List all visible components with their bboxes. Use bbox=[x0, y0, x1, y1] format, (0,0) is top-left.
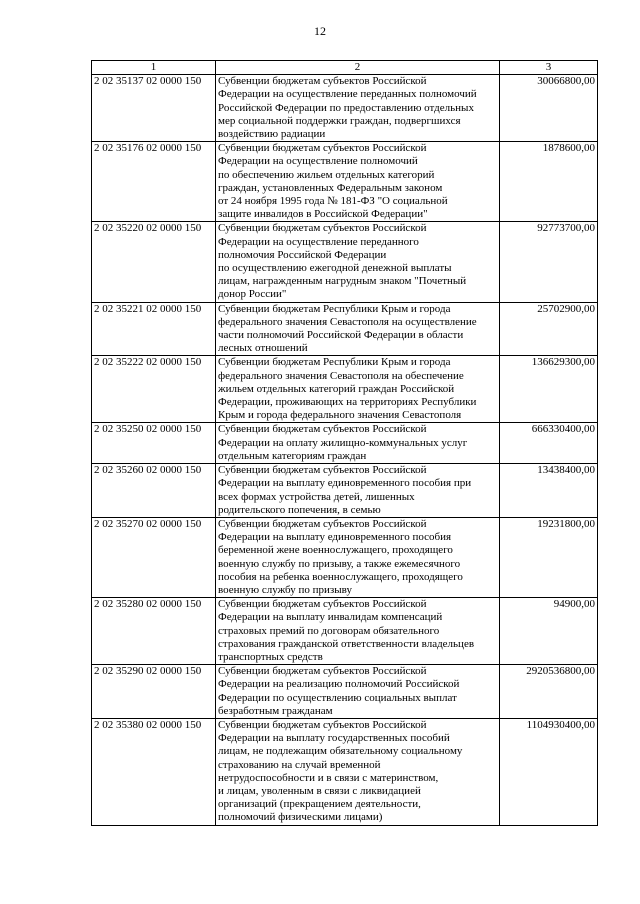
description-line: Федерации на выплату единовременного пособия bbox=[218, 531, 452, 544]
description-line: Российской Федерации по предоставлению отдельных bbox=[218, 101, 474, 114]
header-col-description: 2 bbox=[216, 61, 500, 75]
description-line: страхованию на случай временной bbox=[218, 758, 381, 771]
description-line: Федерации на осуществление переданного bbox=[218, 235, 419, 248]
description-line: Крым и города федерального значения Севастополя bbox=[218, 409, 462, 422]
description-line: лицам, не подлежащим обязательному социальному bbox=[218, 745, 463, 758]
description-line: лицам, награжденным нагрудным знаком "Почетный bbox=[218, 275, 467, 288]
description-line: Субвенции бюджетам Республики Крым и города bbox=[218, 356, 451, 369]
description-line: Федерации на реализацию полномочий Российской bbox=[218, 678, 460, 691]
description-line: Субвенции бюджетам Республики Крым и города bbox=[218, 302, 451, 315]
table-row bbox=[92, 517, 598, 597]
table-header bbox=[92, 61, 598, 75]
description bbox=[216, 665, 500, 719]
description bbox=[216, 75, 500, 142]
description-line: полномочий физическими лицами) bbox=[218, 811, 383, 824]
amount: 1104930400,00 bbox=[500, 718, 598, 825]
description-line: Субвенции бюджетам субъектов Российской bbox=[218, 665, 427, 678]
table-row bbox=[92, 142, 598, 222]
description-line: Субвенции бюджетам субъектов Российской bbox=[218, 464, 427, 477]
page-number: 12 bbox=[314, 24, 326, 38]
description-line: мер социальной поддержки граждан, подвергшихся bbox=[218, 114, 461, 127]
table-row bbox=[92, 423, 598, 464]
amount: 13438400,00 bbox=[500, 464, 598, 518]
budget-code: 2 02 35250 02 0000 150 bbox=[92, 423, 216, 464]
description-line: жильем отдельных категорий граждан Российской bbox=[218, 382, 455, 395]
amount: 25702900,00 bbox=[500, 302, 598, 356]
description-line: пособия на ребенка военнослужащего, проходящего bbox=[218, 570, 463, 583]
amount: 1878600,00 bbox=[500, 142, 598, 222]
budget-code: 2 02 35380 02 0000 150 bbox=[92, 718, 216, 825]
description-line: Федерации, проживающих на территориях Республики bbox=[218, 396, 477, 409]
description bbox=[216, 222, 500, 302]
table-row bbox=[92, 718, 598, 825]
description-line: граждан, установленных Федеральным законом bbox=[218, 181, 443, 194]
table-row bbox=[92, 665, 598, 719]
budget-code: 2 02 35280 02 0000 150 bbox=[92, 598, 216, 665]
amount: 2920536800,00 bbox=[500, 665, 598, 719]
description-line: лесных отношений bbox=[218, 342, 308, 355]
budget-code: 2 02 35260 02 0000 150 bbox=[92, 464, 216, 518]
amount: 136629300,00 bbox=[500, 356, 598, 423]
description-line: всех формах устройства детей, лишенных bbox=[218, 490, 415, 503]
description-line: полномочия Российской Федерации bbox=[218, 248, 387, 261]
description-line: страховых премий по договорам обязательного bbox=[218, 624, 440, 637]
description-line: беременной жене военнослужащего, проходящего bbox=[218, 544, 453, 557]
description-line: Субвенции бюджетам субъектов Российской bbox=[218, 75, 427, 88]
header-col-amount: 3 bbox=[500, 61, 598, 75]
description bbox=[216, 517, 500, 597]
description-line: родительского попечения, в семью bbox=[218, 503, 381, 516]
description-line: части полномочий Российской Федерации в области bbox=[218, 329, 464, 342]
amount: 92773700,00 bbox=[500, 222, 598, 302]
budget-table bbox=[91, 60, 598, 826]
amount: 666330400,00 bbox=[500, 423, 598, 464]
description bbox=[216, 302, 500, 356]
description-line: Федерации по осуществлению социальных выплат bbox=[218, 691, 457, 704]
amount: 30066800,00 bbox=[500, 75, 598, 142]
description-line: организаций (прекращением деятельности, bbox=[218, 798, 421, 811]
description-line: донор России" bbox=[218, 288, 287, 301]
header-row bbox=[92, 61, 598, 75]
description-line: от 24 ноября 1995 года № 181-ФЗ "О социальной bbox=[218, 195, 448, 208]
description-line: по обеспечению жильем отдельных категорий bbox=[218, 168, 435, 181]
description bbox=[216, 423, 500, 464]
description-line: военную службу по призыву bbox=[218, 583, 352, 596]
description-line: Федерации на выплату единовременного пособия при bbox=[218, 477, 472, 490]
description-line: Субвенции бюджетам субъектов Российской bbox=[218, 142, 427, 155]
header-col-code: 1 bbox=[92, 61, 216, 75]
description bbox=[216, 598, 500, 665]
description-line: страхования гражданской ответственности владельцев bbox=[218, 637, 475, 650]
description-line: безработным гражданам bbox=[218, 704, 333, 717]
description-line: нетрудоспособности и в связи с материнством, bbox=[218, 771, 439, 784]
table-row bbox=[92, 598, 598, 665]
description-line: защите инвалидов в Российской Федерации" bbox=[218, 208, 428, 221]
table-body bbox=[92, 75, 598, 825]
table-row bbox=[92, 222, 598, 302]
budget-code: 2 02 35290 02 0000 150 bbox=[92, 665, 216, 719]
description-line: федерального значения Севастополя на обеспечение bbox=[218, 369, 464, 382]
description-line: Федерации на оплату жилищно-коммунальных услуг bbox=[218, 436, 468, 449]
budget-code: 2 02 35222 02 0000 150 bbox=[92, 356, 216, 423]
budget-code: 2 02 35137 02 0000 150 bbox=[92, 75, 216, 142]
description-line: военную службу по призыву, а также ежемесячного bbox=[218, 557, 461, 570]
description bbox=[216, 142, 500, 222]
budget-code: 2 02 35221 02 0000 150 bbox=[92, 302, 216, 356]
description-line: Федерации на осуществление полномочий bbox=[218, 155, 418, 168]
description-line: отдельным категориям граждан bbox=[218, 449, 367, 462]
table-row bbox=[92, 464, 598, 518]
description-line: Федерации на осуществление переданных полномочий bbox=[218, 88, 477, 101]
description-line: и лицам, уволенным в связи с ликвидацией bbox=[218, 784, 421, 797]
description-line: транспортных средств bbox=[218, 650, 323, 663]
table-row bbox=[92, 302, 598, 356]
description-line: Субвенции бюджетам субъектов Российской bbox=[218, 222, 427, 235]
description-line: Федерации на выплату государственных пособий bbox=[218, 732, 450, 745]
budget-code: 2 02 35220 02 0000 150 bbox=[92, 222, 216, 302]
description bbox=[216, 464, 500, 518]
description-line: Федерации на выплату инвалидам компенсаций bbox=[218, 611, 443, 624]
description-line: Субвенции бюджетам субъектов Российской bbox=[218, 598, 427, 611]
budget-code: 2 02 35176 02 0000 150 bbox=[92, 142, 216, 222]
description bbox=[216, 718, 500, 825]
description bbox=[216, 356, 500, 423]
budget-code: 2 02 35270 02 0000 150 bbox=[92, 517, 216, 597]
description-line: Субвенции бюджетам субъектов Российской bbox=[218, 718, 427, 731]
table-row bbox=[92, 75, 598, 142]
amount: 19231800,00 bbox=[500, 517, 598, 597]
amount: 94900,00 bbox=[500, 598, 598, 665]
description-line: федерального значения Севастополя на осуществление bbox=[218, 315, 477, 328]
description-line: по осуществлению ежегодной денежной выплаты bbox=[218, 262, 452, 275]
description-line: Субвенции бюджетам субъектов Российской bbox=[218, 423, 427, 436]
description-line: Субвенции бюджетам субъектов Российской bbox=[218, 517, 427, 530]
description-line: воздействию радиации bbox=[218, 128, 326, 141]
table-row bbox=[92, 356, 598, 423]
